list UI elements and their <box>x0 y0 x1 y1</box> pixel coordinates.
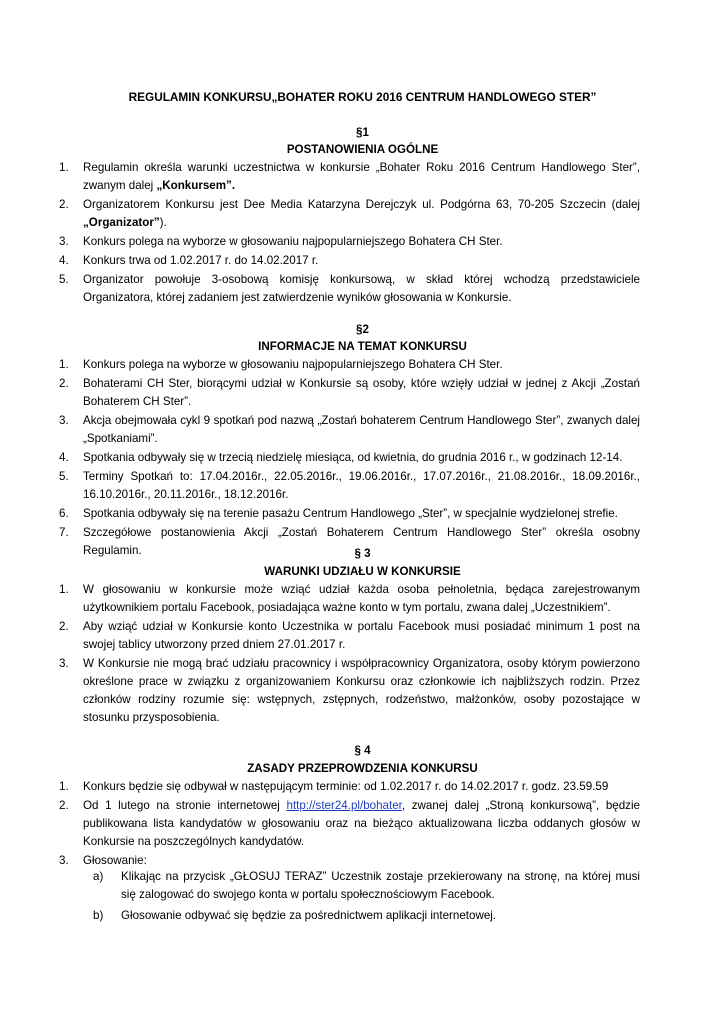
item-text: Konkurs trwa od 1.02.2017 r. do 14.02.2017 r. <box>83 254 319 267</box>
item-number: 2. <box>59 620 69 633</box>
section-2-heading: INFORMACJE NA TEMAT KONKURSU <box>258 340 467 353</box>
section-1-list <box>55 159 640 308</box>
item-text: Szczegółowe postanowienia Akcji „Zostań Bohaterem Centrum Handlowego Ster” określa osobny Regulamin. <box>83 526 640 557</box>
section-4-sign: § 4 <box>354 744 371 757</box>
section-3-sign: § 3 <box>354 547 371 560</box>
contest-page-link[interactable]: http://ster24.pl/bohater <box>286 799 402 812</box>
item-text: Klikając na przycisk „GŁOSUJ TERAZ” Uczestnik zostaje przekierowany na stronę, na której musi się zalogować do swojego konta w portalu społecznościowym Facebook. <box>121 870 640 901</box>
section-4-heading: ZASADY PRZEPROWDZENIA KONKURSU <box>247 762 478 775</box>
item-text: Organizatorem Konkursu jest Dee Media Katarzyna Derejczyk ul. Podgórna 63, 70-205 Szczecin (dalej <box>83 198 640 211</box>
item-text: Terminy Spotkań to: 17.04.2016r., 22.05.2016r., 19.06.2016r., 17.07.2016r., 21.08.2016r., 18.09.2016r., 16.10.2016r., 20.11.2016r., 18.12.2016r. <box>83 470 640 501</box>
item-number: 1. <box>59 358 69 371</box>
list-item <box>55 581 640 617</box>
section-1-heading: POSTANOWIENIA OGÓLNE <box>286 143 439 156</box>
item-bold-text: „Konkursem”. <box>156 179 236 192</box>
item-number: 4. <box>59 254 69 267</box>
item-text: Konkurs polega na wyborze w głosowaniu najpopularniejszego Bohatera CH Ster. <box>83 235 503 248</box>
item-number: 6. <box>59 507 69 520</box>
list-item <box>55 505 640 523</box>
item-text: Spotkania odbywały się na terenie pasażu Centrum Handlowego „Ster”, w specjalnie wydzielonej strefie. <box>83 507 618 520</box>
list-item <box>55 412 640 448</box>
item-text: Akcja obejmowała cykl 9 spotkań pod nazwą „Zostań bohaterem Centrum Handlowego Ster”, zwanych dalej „Spotkaniami”. <box>83 414 640 445</box>
item-text: Aby wziąć udział w Konkursie konto Uczestnika w portalu Facebook musi posiadać minimum 1 post na swojej tablicy utworzony przed dniem 27.01.2017 r. <box>83 620 640 651</box>
list-item <box>55 797 640 851</box>
item-number: 2. <box>59 377 69 390</box>
item-number: 3. <box>59 854 69 867</box>
item-text: Bohaterami CH Ster, biorącymi udział w Konkursie są osoby, które wzięły udział w jednej z Akcji „Zostań Bohaterem CH Ster”. <box>83 377 640 408</box>
list-item <box>55 356 640 374</box>
item-text: W Konkursie nie mogą brać udziału pracownicy i współpracownicy Organizatora, osoby którym powierzono określone prace w związku z organizowaniem Konkursu oraz członkowie ich najbliższych rodzin. Przez członków rodziny rozumie się: wstępnych, zstępnych, rodzeństwo, małżonków, osoby pozostające w stosunku przysposobienia. <box>83 657 640 724</box>
section-4-list <box>55 778 640 871</box>
list-item <box>55 655 640 727</box>
list-item <box>55 778 640 796</box>
item-number: 3. <box>59 414 69 427</box>
section-1-sign: §1 <box>356 126 369 139</box>
item-text: Głosowanie: <box>83 854 147 867</box>
item-number: 2. <box>59 799 69 812</box>
item-text: Organizator powołuje 3-osobową komisję konkursową, w skład której wchodzą przedstawiciele Organizatora, której zadaniem jest zatwierdzenie wyników głosowania w Konkursie. <box>83 273 640 304</box>
document-title: REGULAMIN KONKURSU„BOHATER ROKU 2016 CENTRUM HANDLOWEGO STER” <box>128 90 597 104</box>
voting-sublist <box>55 868 640 928</box>
item-text: Konkurs będzie się odbywał w następującym terminie: od 1.02.2017 r. do 14.02.2017 r. godz. 23.59.59 <box>83 780 609 793</box>
list-item <box>55 196 640 232</box>
item-number: 1. <box>59 161 69 174</box>
item-text-end: , zwanej dalej „Stroną konkursową”, będzie publikowana lista kandydatów w głosowaniu oraz na bieżąco aktualizowana liczba oddanych głosów w Konkursie na poszczególnych kandydatów. <box>83 799 640 848</box>
list-item <box>55 468 640 504</box>
item-number: 5. <box>59 273 69 286</box>
sub-list-item <box>83 907 640 925</box>
item-text: Konkurs polega na wyborze w głosowaniu najpopularniejszego Bohatera CH Ster. <box>83 358 503 371</box>
item-number: 1. <box>59 583 69 596</box>
item-letter: b) <box>93 909 104 922</box>
item-number: 5. <box>59 470 69 483</box>
section-3-list <box>55 581 640 728</box>
list-item <box>55 252 640 270</box>
list-item <box>55 375 640 411</box>
section-3-heading: WARUNKI UDZIAŁU W KONKURSIE <box>264 565 461 578</box>
item-letter: a) <box>93 870 104 883</box>
item-number: 1. <box>59 780 69 793</box>
item-text-end: ). <box>159 216 167 229</box>
section-2-list <box>55 356 640 561</box>
sub-list-item <box>83 868 640 904</box>
item-text: Spotkania odbywały się w trzecią niedzielę miesiąca, od kwietnia, do grudnia 2016 r., w godzinach 12-14. <box>83 451 623 464</box>
list-item <box>55 449 640 467</box>
item-text: W głosowaniu w konkursie może wziąć udział każda osoba pełnoletnia, będąca zarejestrowanym użytkownikiem portalu Facebook, posiadająca ważne konto w tym portalu, zwana dalej „Uczestnikiem”. <box>83 583 640 614</box>
item-number: 3. <box>59 657 69 670</box>
item-text: Od 1 lutego na stronie internetowej <box>83 799 287 812</box>
list-item <box>55 233 640 251</box>
item-number: 4. <box>59 451 69 464</box>
item-number: 7. <box>59 526 69 539</box>
list-item <box>55 159 640 195</box>
item-number: 2. <box>59 198 69 211</box>
section-2-sign: §2 <box>356 323 369 336</box>
list-item <box>55 618 640 654</box>
list-item <box>55 271 640 307</box>
item-bold-text: „Organizator” <box>83 216 160 229</box>
item-text: Głosowanie odbywać się będzie za pośrednictwem aplikacji internetowej. <box>121 909 497 922</box>
item-text: Regulamin określa warunki uczestnictwa w konkursie „Bohater Roku 2016 Centrum Handlowego Ster”, zwanym dalej <box>83 161 640 192</box>
item-number: 3. <box>59 235 69 248</box>
